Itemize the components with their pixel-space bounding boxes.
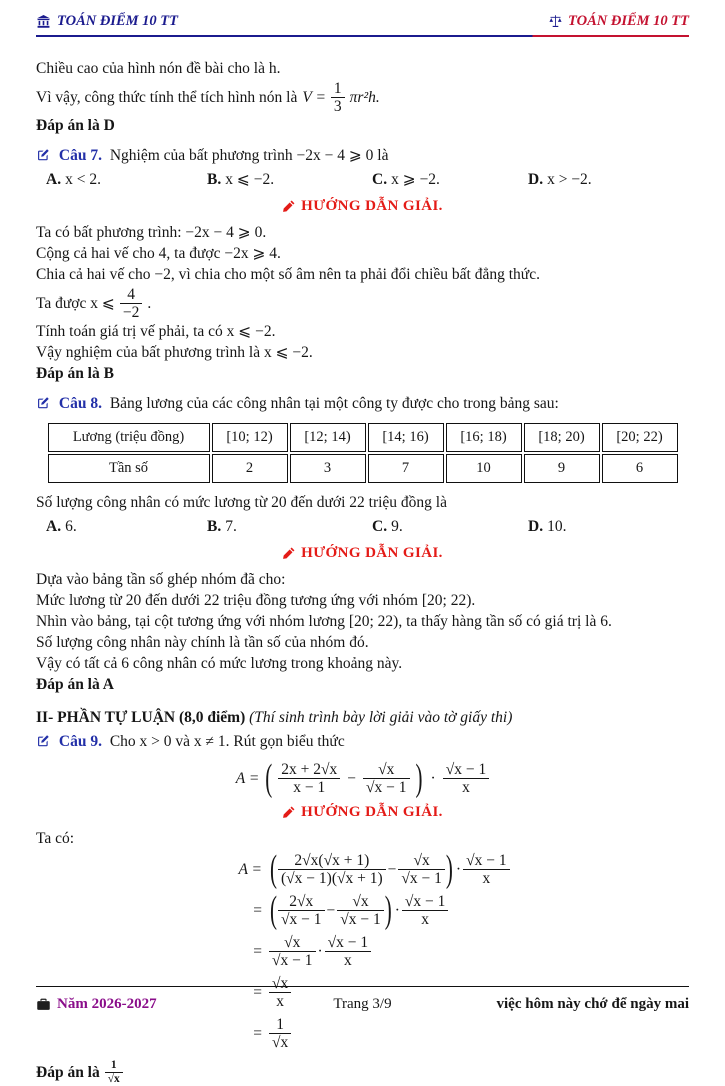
header-left xyxy=(36,11,178,32)
question-8-options xyxy=(36,516,689,537)
solution-heading-q9: HƯỚNG DẪN GIẢI. xyxy=(36,802,689,823)
header-rule xyxy=(36,35,689,37)
question-7-options xyxy=(36,169,689,190)
pencil-icon xyxy=(282,200,295,213)
q9-taco: Ta có: xyxy=(36,830,75,847)
footer-year: Năm 2026-2027 xyxy=(36,994,333,1015)
derivation-line-5: = $\frac{1}{√x}$ xyxy=(226,1016,689,1051)
derivation-line-2: = ( $\frac{2√x}{√x - 1}$ − $\frac{√x}{√x - 1}$ ) · $\frac{√x - 1}{x}$ xyxy=(226,893,689,928)
question-7-text: Nghiệm của bất phương trình −2x − 4 ⩾ 0 là xyxy=(109,147,389,164)
derivation-line-3: = $\frac{√x}{√x - 1}$ · $\frac{√x - 1}{x}$ xyxy=(226,934,689,969)
solution-heading-q8: HƯỚNG DẪN GIẢI. xyxy=(36,543,689,564)
fraction-four-over-minus-two: $\frac{4}{-2}$ xyxy=(120,286,143,321)
pen-square-icon xyxy=(36,148,50,162)
derivation-line-1: A = ( $\frac{2√x(√x + 1)}{(√x - 1)(√x + 1)}$ − $\frac{√x}{√x - 1}$ ) · $\frac{√x - 1}{x}$ xyxy=(226,852,689,887)
pencil-icon xyxy=(282,547,295,560)
q7-option-d: D. x > −2. xyxy=(528,171,592,188)
intro-line-1: Chiều cao của hình nón đề bài cho là h. xyxy=(36,60,281,77)
question-9-text: Cho x > 0 và x ≠ 1. Rút gọn biểu thức xyxy=(109,733,345,750)
q9-formula: A = ( $\frac{2x + 2√x}{x - 1}$ − $\frac{√x}{√x - 1}$ ) · $\frac{√x - 1}{x}$ xyxy=(36,761,689,796)
q8-solution-line: Mức lương từ 20 đến dưới 22 triệu đồng tương ứng với nhóm [20; 22). xyxy=(36,592,476,609)
q9-derivation xyxy=(226,847,689,1051)
page-footer xyxy=(36,986,689,1015)
answer-b: Đáp án là B xyxy=(36,365,114,382)
question-9-heading xyxy=(36,731,689,752)
question-9-label: Câu 9. xyxy=(58,733,102,750)
table-header-label: Lương (triệu đồng) xyxy=(48,423,210,452)
scales-icon xyxy=(548,14,563,29)
q7-solution-line: Chia cả hai vế cho −2, vì chia cho một số âm nên ta phải đổi chiều bất đẳng thức. xyxy=(36,266,540,283)
q8-solution-line: Dựa vào bảng tần số ghép nhóm đã cho: xyxy=(36,571,286,588)
derivation-line-4: = $\frac{√x}{x}$ xyxy=(226,975,689,1010)
pen-square-icon xyxy=(36,396,50,410)
question-7-label: Câu 7. xyxy=(58,147,102,164)
table-row-label: Tần số xyxy=(48,454,210,483)
q7-solution-line: Tính toán giá trị vế phải, ta có x ⩽ −2. xyxy=(36,323,276,340)
header-right xyxy=(548,11,689,32)
question-8-heading xyxy=(36,393,689,414)
q8-option-b: B. 7. xyxy=(207,518,237,535)
volume-formula-pre: Vì vậy, công thức tính thể tích hình nón là xyxy=(36,88,298,106)
q8-solution-line: Nhìn vào bảng, tại cột tương ứng với nhóm lương [20; 22), ta thấy hàng tần số có giá trị là 6. xyxy=(36,613,612,630)
document-body xyxy=(36,58,689,1086)
question-8-text: Bảng lương của các công nhân tại một công ty được cho trong bảng sau: xyxy=(109,395,559,412)
q9-answer: Đáp án là $\frac{1}{√x}$ xyxy=(36,1059,689,1086)
briefcase-icon xyxy=(36,997,51,1012)
q7-option-b: B. x ⩽ −2. xyxy=(207,171,275,188)
q7-solution-line: Cộng cả hai vế cho 4, ta được −2x ⩾ 4. xyxy=(36,245,281,262)
q7-option-c: C. x ⩾ −2. xyxy=(372,171,440,188)
header-right-title: TOÁN ĐIỂM 10 TT xyxy=(568,13,689,29)
page-header xyxy=(36,11,689,32)
header-left-title: TOÁN ĐIỂM 10 TT xyxy=(57,13,178,29)
q7-solution-line: Ta có bất phương trình: −2x − 4 ⩾ 0. xyxy=(36,224,267,241)
question-7-heading xyxy=(36,145,689,166)
solution-heading-q7: HƯỚNG DẪN GIẢI. xyxy=(36,196,689,217)
q8-option-d: D. 10. xyxy=(528,518,567,535)
answer-d: Đáp án là D xyxy=(36,117,115,134)
footer-page-number: Trang 3/9 xyxy=(333,996,392,1012)
volume-formula-var: V = xyxy=(302,88,326,106)
pencil-icon xyxy=(282,806,295,819)
footer-motto: việc hôm này chớ để ngày mai xyxy=(496,996,689,1012)
q7-fraction-line: Ta được x ⩽ $\frac{4}{-2}$ . xyxy=(36,285,152,321)
volume-formula-line xyxy=(36,79,689,115)
q7-option-a: A. x < 2. xyxy=(46,171,101,188)
frequency-table xyxy=(46,421,680,485)
pen-square-icon xyxy=(36,734,50,748)
institution-icon xyxy=(36,14,51,29)
volume-formula-post: πr²h. xyxy=(349,88,380,106)
q8-solution-line: Số lượng công nhân này chính là tần số của nhóm đó. xyxy=(36,634,369,651)
footer-rule xyxy=(36,986,689,987)
q8-solution-line: Vậy có tất cả 6 công nhân có mức lương trong khoảng này. xyxy=(36,655,403,672)
q8-option-c: C. 9. xyxy=(372,518,403,535)
fraction-one-third: $\frac{1}{3}$ xyxy=(331,80,345,115)
q8-option-a: A. 6. xyxy=(46,518,77,535)
answer-a: Đáp án là A xyxy=(36,676,114,693)
q7-solution-line: Vậy nghiệm của bất phương trình là x ⩽ −2. xyxy=(36,344,313,361)
question-8-question: Số lượng công nhân có mức lương từ 20 đến dưới 22 triệu đồng là xyxy=(36,494,447,511)
table-row: Lương (triệu đồng) [10; 12) [12; 14) [14; 16) [16; 18) [18; 20) [20; 22) xyxy=(48,423,678,452)
question-8-label: Câu 8. xyxy=(58,395,102,412)
table-row: Tần số 2 3 7 10 9 6 xyxy=(48,454,678,483)
fraction-one-over-sqrt-x: $\frac{1}{√x}$ xyxy=(105,1059,123,1086)
frequency-table-wrap xyxy=(36,421,689,485)
part-2-title: II- PHẦN TỰ LUẬN (8,0 điểm) (Thí sinh trình bày lời giải vào tờ giấy thi) xyxy=(36,709,513,726)
